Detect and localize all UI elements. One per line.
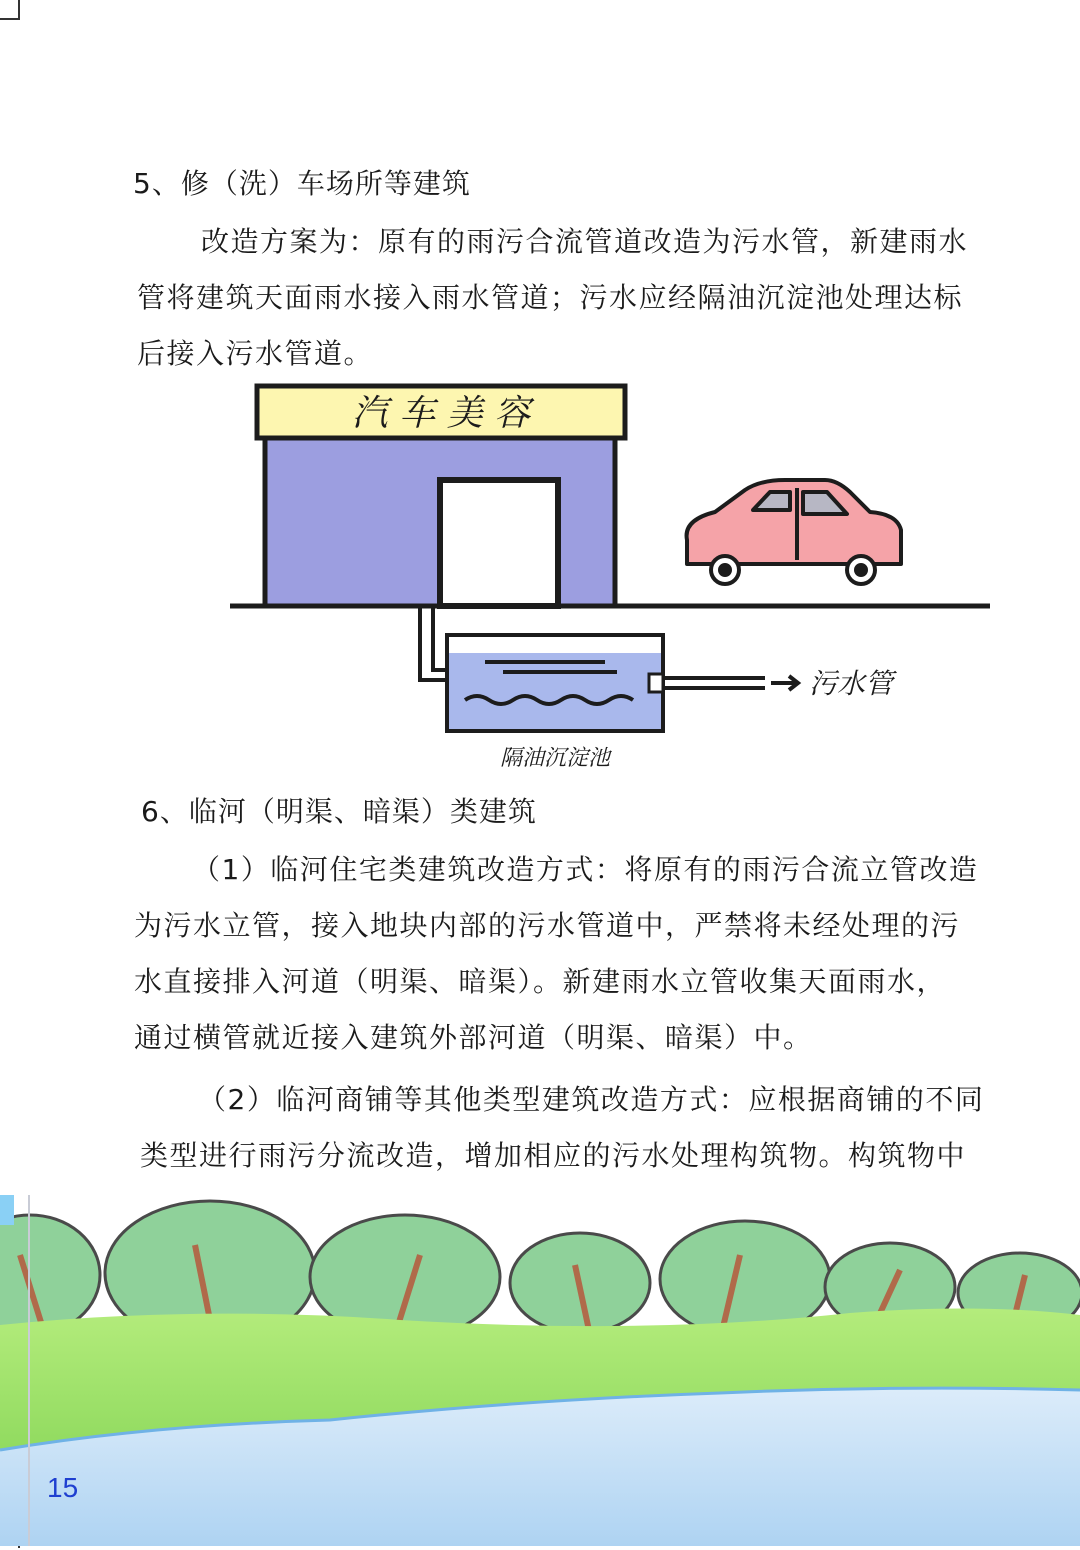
paragraph-line: 为污水立管，接入地块内部的污水管道中，严禁将未经处理的污	[134, 909, 961, 942]
paragraph-line: （2）临河商铺等其他类型建筑改造方式：应根据商铺的不同	[198, 1083, 985, 1116]
section-6-paragraph-2	[140, 1072, 984, 1184]
arrow-right-icon	[771, 676, 798, 690]
car-icon	[687, 480, 901, 584]
section-6-heading: 6、临河（明渠、暗渠）类建筑	[141, 795, 537, 828]
car-wash-building	[257, 386, 625, 606]
page-number: 15	[47, 1472, 79, 1503]
paragraph-line: 通过横管就近接入建筑外部河道（明渠、暗渠）中。	[134, 1021, 813, 1054]
crop-mark-top-left	[0, 0, 20, 20]
sewage-outlet-pipe	[663, 676, 798, 690]
car-wash-illustration	[225, 380, 1000, 775]
tree-icon	[510, 1233, 650, 1335]
section-6-paragraph-1	[134, 842, 978, 1066]
paragraph-line: 改造方案为：原有的雨污合流管道改造为污水管，新建雨水	[201, 225, 969, 258]
section-5-heading: 5、修（洗）车场所等建筑	[133, 167, 471, 200]
tree-icon	[0, 1215, 100, 1335]
paragraph-line: （1）临河住宅类建筑改造方式：将原有的雨污合流立管改造	[192, 853, 979, 886]
paragraph-line: 水直接排入河道（明渠、暗渠）。新建雨水立管收集天面雨水，	[134, 965, 947, 998]
oil-separation-tank	[447, 635, 663, 731]
paragraph-line: 类型进行雨污分流改造，增加相应的污水处理构筑物。构筑物中	[140, 1139, 967, 1172]
paragraph-line: 后接入污水管道。	[137, 337, 374, 370]
sewage-pipe-label: 污水管	[809, 667, 894, 700]
drain-pipe	[420, 608, 447, 680]
section-5-paragraph	[137, 214, 968, 382]
shop-sign-text: 汽 车 美 容	[351, 393, 531, 434]
paragraph-line: 管将建筑天面雨水接入雨水管道；污水应经隔油沉淀池处理达标	[137, 281, 964, 314]
landscape-decoration	[0, 1195, 1080, 1546]
tank-label: 隔油沉淀池	[499, 746, 611, 771]
